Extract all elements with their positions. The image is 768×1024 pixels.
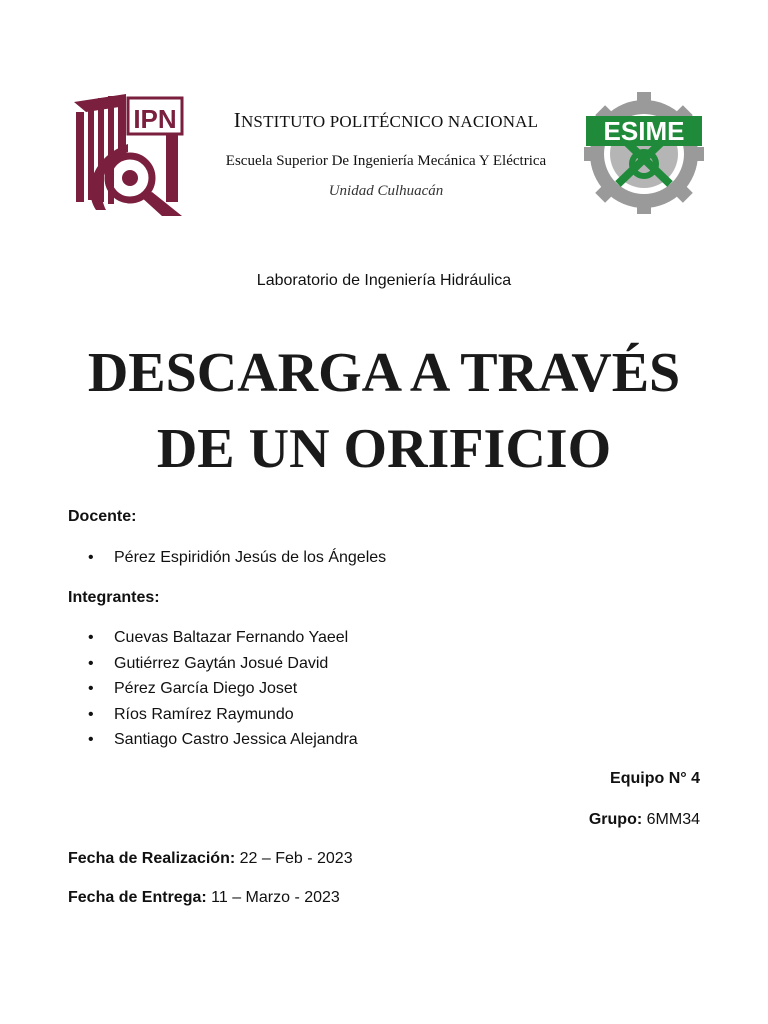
equipo-label: Equipo N° 4: [610, 770, 700, 787]
esime-logo: [584, 92, 704, 214]
docente-label: Docente:: [68, 508, 137, 525]
grupo-line: [589, 811, 700, 829]
integrantes-list: [88, 625, 358, 753]
esime-logo-text: ESIME: [603, 116, 685, 146]
school-name: Escuela Superior De Ingeniería Mecánica Y Eléctrica: [225, 153, 547, 169]
list-item: • Ríos Ramírez Raymundo: [88, 702, 358, 728]
list-item: • Gutiérrez Gaytán Josué David: [88, 651, 358, 677]
grupo-label: Grupo:: [588, 811, 643, 828]
equipo-line: [610, 770, 700, 788]
lab-name: Laboratorio de Ingeniería Hidráulica: [256, 272, 512, 289]
document-title: [0, 335, 768, 487]
institute-name: [196, 108, 576, 133]
grupo-value: 6MM34: [646, 811, 700, 828]
fecha-entrega-value: 11 – Marzo - 2023: [211, 889, 340, 906]
list-item: • Pérez García Diego Joset: [88, 676, 358, 702]
institute-name-rest: NSTITUTO POLITÉCNICO NACIONAL: [240, 112, 539, 131]
list-item: • Pérez Espiridión Jesús de los Ángeles: [88, 545, 386, 571]
docente-list: [88, 545, 386, 571]
fecha-entrega-label: Fecha de Entrega:: [68, 889, 207, 906]
title-line-1: DESCARGA A TRAVÉS: [87, 342, 681, 404]
list-item: • Cuevas Baltazar Fernando Yaeel: [88, 625, 358, 651]
fecha-entrega-line: [68, 889, 340, 907]
list-item: • Santiago Castro Jessica Alejandra: [88, 727, 358, 753]
institution-header: [196, 108, 576, 200]
title-line-2: DE UN ORIFICIO: [156, 418, 612, 480]
ipn-logo-text: IPN: [133, 104, 177, 134]
fecha-realizacion-value: 22 – Feb - 2023: [239, 850, 353, 867]
ipn-logo: [66, 92, 188, 218]
unit-name: Unidad Culhuacán: [328, 183, 444, 199]
institute-initial: I: [233, 108, 241, 132]
fecha-realizacion-line: [68, 850, 353, 868]
fecha-realizacion-label: Fecha de Realización:: [68, 850, 236, 867]
integrantes-label: Integrantes:: [68, 589, 160, 606]
